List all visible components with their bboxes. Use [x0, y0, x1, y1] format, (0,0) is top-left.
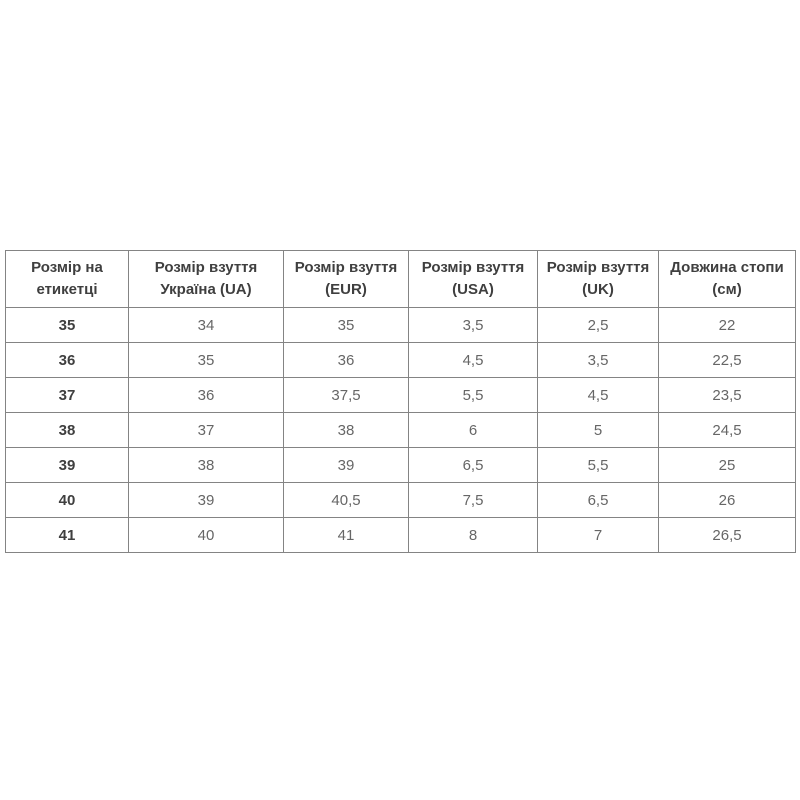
table-cell: 7 — [538, 518, 659, 553]
table-cell: 26,5 — [659, 518, 796, 553]
table-row — [6, 448, 796, 483]
table-cell: 39 — [6, 448, 129, 483]
table-row — [6, 518, 796, 553]
table-header-row — [6, 251, 796, 308]
table-cell: 41 — [284, 518, 409, 553]
table-cell: 35 — [6, 308, 129, 343]
table-cell: 37 — [129, 413, 284, 448]
size-chart-container — [5, 250, 796, 553]
table-cell: 3,5 — [409, 308, 538, 343]
table-cell: 40 — [129, 518, 284, 553]
table-cell: 25 — [659, 448, 796, 483]
table-cell: 6 — [409, 413, 538, 448]
table-cell: 39 — [129, 483, 284, 518]
table-cell: 35 — [284, 308, 409, 343]
table-body — [6, 308, 796, 553]
table-cell: 22 — [659, 308, 796, 343]
table-cell: 39 — [284, 448, 409, 483]
table-cell: 5,5 — [538, 448, 659, 483]
table-header-cell: Довжина стопи (см) — [659, 251, 796, 308]
table-cell: 23,5 — [659, 378, 796, 413]
table-cell: 5 — [538, 413, 659, 448]
table-cell: 8 — [409, 518, 538, 553]
table-header-cell: Розмір взуття Україна (UA) — [129, 251, 284, 308]
table-cell: 26 — [659, 483, 796, 518]
size-conversion-table — [5, 250, 796, 553]
table-cell: 38 — [6, 413, 129, 448]
table-cell: 6,5 — [538, 483, 659, 518]
table-cell: 4,5 — [409, 343, 538, 378]
table-cell: 36 — [284, 343, 409, 378]
table-cell: 6,5 — [409, 448, 538, 483]
table-cell: 36 — [6, 343, 129, 378]
table-cell: 2,5 — [538, 308, 659, 343]
table-header-cell: Розмір на етикетці — [6, 251, 129, 308]
table-cell: 22,5 — [659, 343, 796, 378]
table-cell: 37 — [6, 378, 129, 413]
table-header-cell: Розмір взуття (USA) — [409, 251, 538, 308]
table-row — [6, 483, 796, 518]
table-cell: 37,5 — [284, 378, 409, 413]
table-cell: 40,5 — [284, 483, 409, 518]
table-cell: 24,5 — [659, 413, 796, 448]
table-cell: 40 — [6, 483, 129, 518]
table-cell: 41 — [6, 518, 129, 553]
table-row — [6, 413, 796, 448]
table-row — [6, 378, 796, 413]
table-cell: 38 — [129, 448, 284, 483]
table-cell: 35 — [129, 343, 284, 378]
table-cell: 3,5 — [538, 343, 659, 378]
table-cell: 36 — [129, 378, 284, 413]
table-header-cell: Розмір взуття (EUR) — [284, 251, 409, 308]
table-cell: 4,5 — [538, 378, 659, 413]
table-cell: 7,5 — [409, 483, 538, 518]
table-row — [6, 343, 796, 378]
table-cell: 38 — [284, 413, 409, 448]
table-cell: 5,5 — [409, 378, 538, 413]
table-cell: 34 — [129, 308, 284, 343]
table-header-cell: Розмір взуття (UK) — [538, 251, 659, 308]
table-row — [6, 308, 796, 343]
